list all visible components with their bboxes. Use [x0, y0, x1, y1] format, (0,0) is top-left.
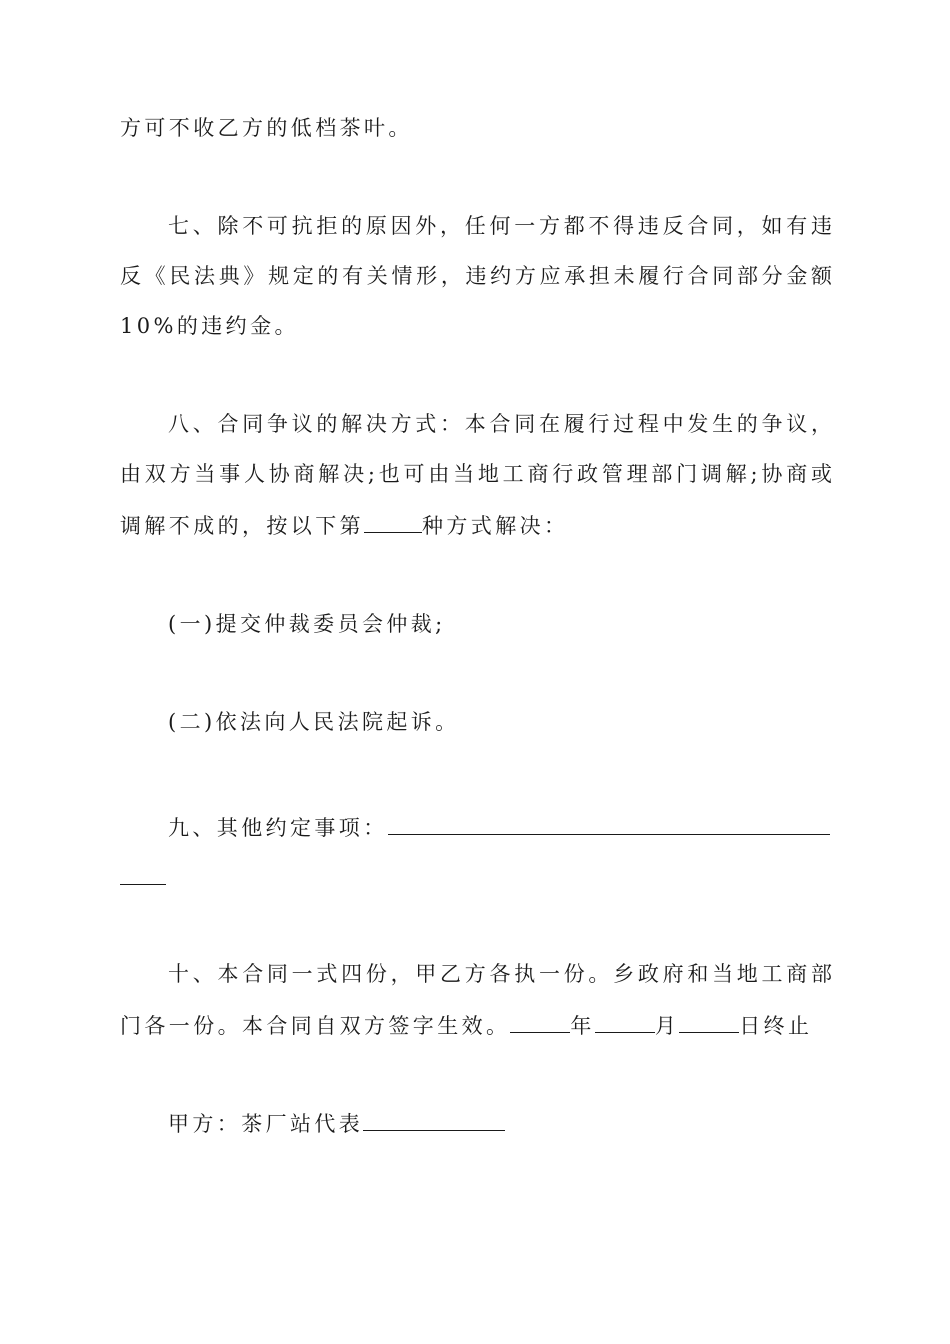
option-lawsuit: (二)依法向人民法院起诉。: [168, 710, 460, 734]
clause-9-continuation: [120, 862, 832, 890]
option-arbitration: (一)提交仲裁委员会仲裁;: [168, 612, 446, 636]
clause-8-text-before: 调解不成的，按以下第: [120, 514, 364, 538]
end-month-blank[interactable]: [595, 1010, 655, 1033]
clause-8-line-3: [120, 510, 832, 538]
clause-7-line-1: 七、除不可抗拒的原因外，任何一方都不得违反合同，如有违: [168, 214, 832, 238]
clause-8-text-after: 种方式解决：: [422, 514, 569, 538]
year-label: 年: [570, 1014, 595, 1038]
day-label: 日终止: [739, 1014, 813, 1038]
clause-10-text: 门各一份。本合同自双方签字生效。: [120, 1014, 511, 1038]
clause-10-line-2: [120, 1010, 832, 1038]
clause-9-line: [168, 812, 832, 840]
other-terms-blank-continued[interactable]: [120, 862, 166, 885]
other-terms-blank[interactable]: [388, 812, 830, 835]
paragraph-continuation: 方可不收乙方的低档茶叶。: [120, 116, 413, 140]
end-day-blank[interactable]: [679, 1010, 739, 1033]
clause-10-line-1: 十、本合同一式四份，甲乙方各执一份。乡政府和当地工商部: [168, 962, 832, 986]
party-a-label: 甲方：茶厂站代表: [168, 1112, 364, 1136]
party-a-line: [168, 1108, 832, 1136]
clause-8-line-1: 八、合同争议的解决方式：本合同在履行过程中发生的争议，: [168, 412, 832, 436]
party-a-signature-blank[interactable]: [363, 1108, 505, 1131]
month-label: 月: [654, 1014, 680, 1038]
clause-7-line-2: 反《民法典》规定的有关情形，违约方应承担未履行合同部分金额: [120, 264, 832, 288]
clause-7-line-3: 10%的违约金。: [120, 314, 299, 338]
clause-8-line-2: 由双方当事人协商解决;也可由当地工商行政管理部门调解;协商或: [120, 462, 832, 486]
method-number-blank[interactable]: [364, 510, 422, 533]
end-year-blank[interactable]: [510, 1010, 570, 1033]
clause-9-label: 九、其他约定事项：: [168, 816, 388, 840]
